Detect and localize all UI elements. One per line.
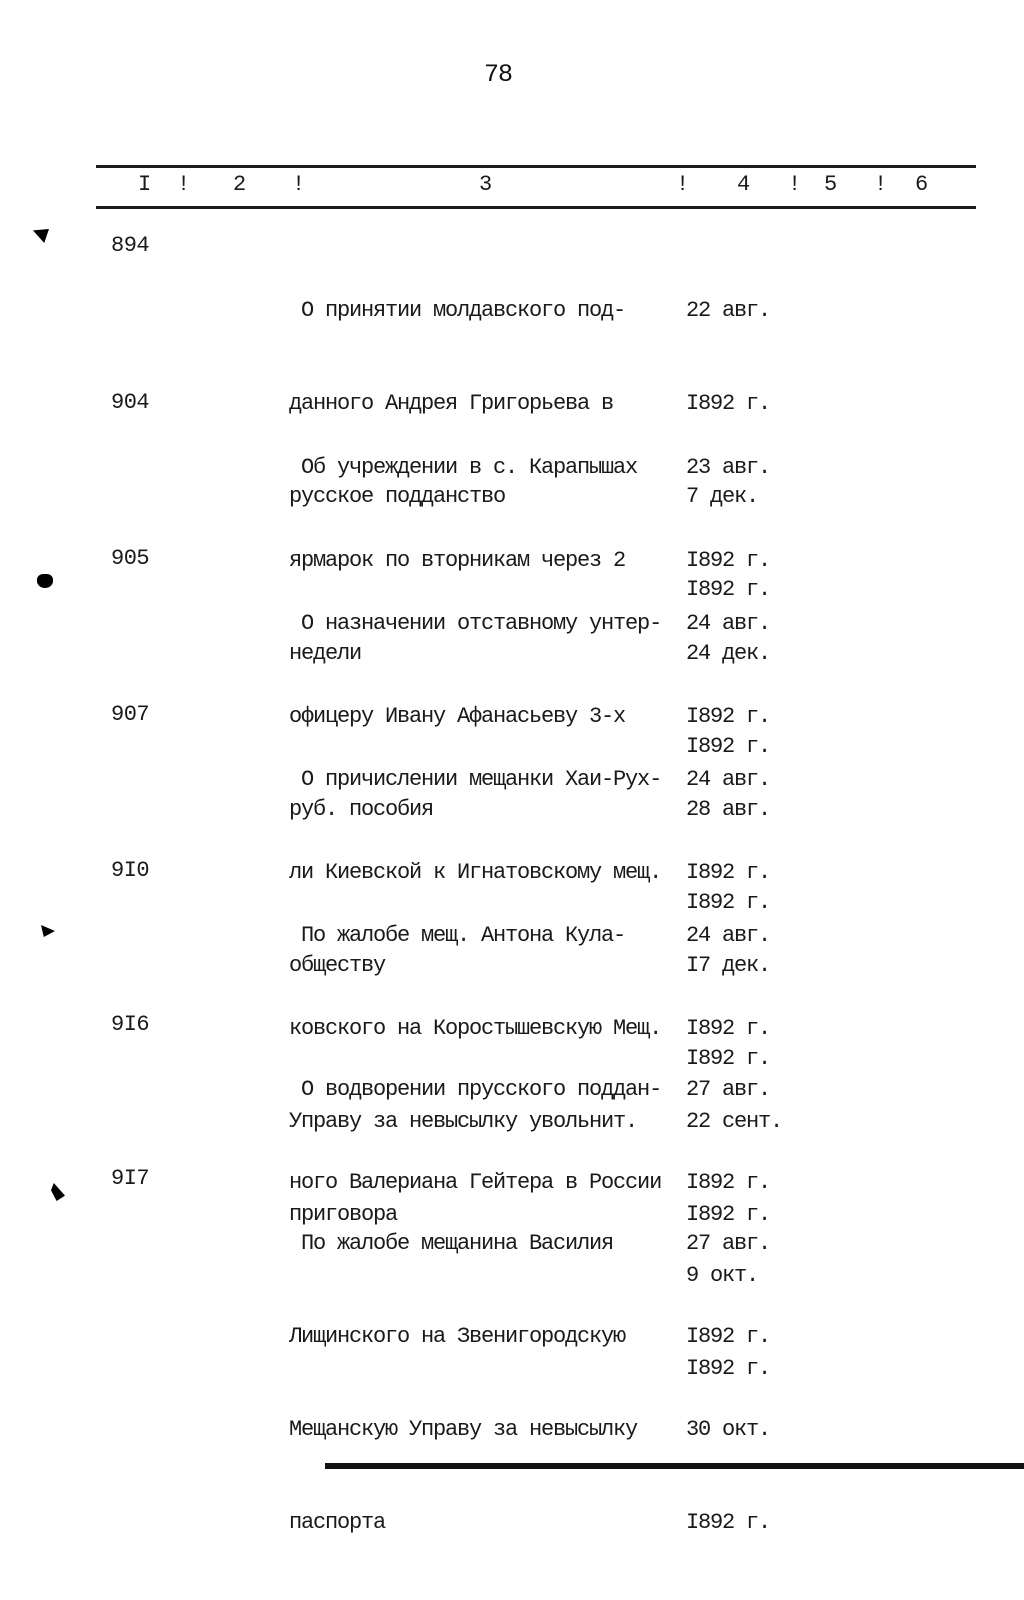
end-date: I7 дек.	[686, 953, 771, 978]
description-line: данного Андрея Григорьева в	[289, 391, 614, 416]
binding-hole-mark	[41, 925, 55, 937]
start-date: 27 авг.	[686, 1077, 771, 1102]
end-year: I892 г.	[686, 1202, 771, 1227]
table-header-row	[0, 172, 1024, 202]
description-line: руб. пособия	[289, 797, 434, 822]
page-number	[484, 60, 512, 89]
start-date: 27 авг.	[686, 1231, 771, 1256]
entry-number: 905	[111, 546, 150, 571]
end-date: 9 окт.	[686, 1263, 759, 1288]
end-year: I892 г.	[686, 1046, 771, 1071]
end-date: 30 окт.	[686, 1417, 771, 1442]
end-date: 22 сент.	[686, 1109, 783, 1134]
description-line: О причислении мещанки Хаи-Рух-	[289, 767, 662, 792]
binding-hole-mark	[37, 574, 53, 588]
description-line: обществу	[289, 953, 386, 978]
entry-number: 9I7	[111, 1166, 150, 1191]
start-year: I892 г.	[686, 860, 771, 885]
start-date: 22 авг.	[686, 298, 771, 323]
description-line: ного Валериана Гейтера в России	[289, 1170, 662, 1195]
table-header-bottom-rule	[96, 206, 976, 209]
column-separator: !	[292, 172, 306, 197]
description-line: О водворении прусского поддан-	[289, 1077, 662, 1102]
column-header-3: 3	[479, 172, 493, 197]
column-separator: !	[788, 172, 802, 197]
description-line: ярмарок по вторникам через 2	[289, 548, 626, 573]
description-line: По жалобе мещ. Антона Кула-	[289, 923, 626, 948]
start-date: 24 авг.	[686, 923, 771, 948]
end-year: I892 г.	[686, 890, 771, 915]
binding-hole-mark	[51, 1183, 65, 1201]
start-year: I892 г.	[686, 391, 771, 416]
description-line: офицеру Ивану Афанасьеву 3-х	[289, 704, 626, 729]
description-line: Лищинского на Звенигородскую	[289, 1324, 626, 1349]
end-year: I892 г.	[686, 577, 771, 602]
description-line: приговора	[289, 1202, 398, 1227]
binding-hole-mark	[33, 229, 49, 243]
column-header-4: 4	[737, 172, 751, 197]
entry-number: 9I6	[111, 1012, 150, 1037]
column-separator: !	[676, 172, 690, 197]
start-year: I892 г.	[686, 704, 771, 729]
column-header-2: 2	[233, 172, 247, 197]
start-year: I892 г.	[686, 1170, 771, 1195]
start-date: 24 авг.	[686, 611, 771, 636]
end-date: 24 дек.	[686, 641, 771, 666]
description-line: ковского на Коростышевскую Мещ.	[289, 1016, 662, 1041]
column-header-1: I	[138, 172, 152, 197]
start-date: 24 авг.	[686, 767, 771, 792]
entry-dates	[686, 1166, 770, 1600]
end-year: I892 г.	[686, 734, 771, 759]
end-year: I892 г.	[686, 1510, 771, 1535]
column-separator: !	[177, 172, 191, 197]
description-line: Управу за невысылку увольнит.	[289, 1109, 638, 1134]
entry-number: 904	[111, 390, 150, 415]
column-header-6: 6	[915, 172, 929, 197]
entry-number: 9I0	[111, 858, 150, 883]
description-line: Об учреждении в с. Карапышах	[289, 455, 638, 480]
start-year: I892 г.	[686, 548, 771, 573]
start-date: 23 авг.	[686, 455, 771, 480]
description-line: О принятии молдавского под-	[289, 298, 626, 323]
start-year: I892 г.	[686, 1016, 771, 1041]
description-line: По жалобе мещанина Василия	[289, 1231, 614, 1256]
start-year: I892 г.	[686, 1324, 771, 1349]
end-year: I892 г.	[686, 1356, 771, 1381]
page-bottom-edge	[325, 1463, 1024, 1469]
page-number-text: 78	[484, 60, 513, 89]
entry-number: 894	[111, 233, 150, 258]
end-date: 7 дек.	[686, 484, 759, 509]
description-line: Мещанскую Управу за невысылку	[289, 1417, 638, 1442]
description-line: паспорта	[289, 1510, 386, 1535]
description-line: ли Киевской к Игнатовскому мещ.	[289, 860, 662, 885]
end-date: 28 авг.	[686, 797, 771, 822]
entry-description	[289, 1166, 637, 1600]
table-header-top-rule	[96, 165, 976, 168]
column-header-5: 5	[824, 172, 838, 197]
description-line: русское подданство	[289, 484, 506, 509]
description-line: недели	[289, 641, 362, 666]
entry-number: 907	[111, 702, 150, 727]
description-line: О назначении отставному унтер-	[289, 611, 662, 636]
column-separator: !	[874, 172, 888, 197]
